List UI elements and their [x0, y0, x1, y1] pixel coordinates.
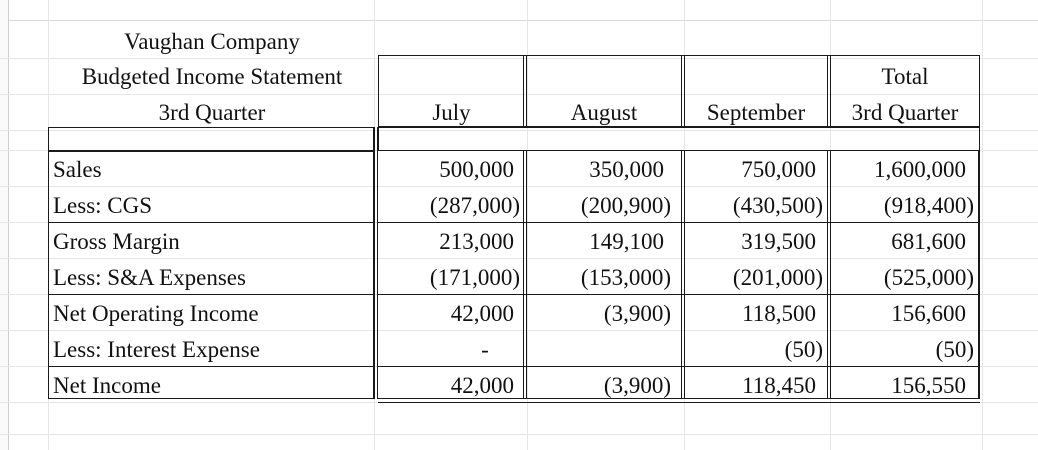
column-divider — [374, 127, 378, 399]
subtotal-rule — [378, 294, 980, 295]
cell-cgs-august: (200,900) — [580, 193, 671, 218]
spacer-cell — [48, 127, 374, 151]
cell-sa-july: (171,000) — [429, 265, 520, 290]
cell-sa-total: (525,000) — [883, 265, 974, 290]
row-header-strip — [0, 0, 9, 450]
column-header-total: 3rd Quarter — [851, 100, 959, 125]
cell-interest-july: - — [481, 337, 489, 362]
cell-noi-july: 42,000 — [450, 301, 514, 326]
column-header-august: August — [570, 100, 638, 125]
cell-noi-august: (3,900) — [603, 301, 671, 326]
column-header-september: September — [706, 100, 806, 125]
row-label-sales: Sales — [53, 157, 102, 182]
cell-sa-september: (201,000) — [732, 265, 823, 290]
cell-noi-september: 118,500 — [742, 301, 816, 326]
gridline — [0, 434, 1038, 435]
cell-gross-margin-july: 213,000 — [439, 229, 514, 254]
cell-cgs-total: (918,400) — [883, 193, 974, 218]
spacer-cell — [378, 127, 980, 151]
company-name: Vaughan Company — [124, 29, 300, 54]
subtotal-rule — [378, 366, 980, 367]
cell-noi-total: 156,600 — [891, 301, 966, 326]
cell-sa-august: (153,000) — [580, 265, 671, 290]
row-label-sa-expenses: Less: S&A Expenses — [53, 265, 246, 290]
cell-net-income-september: 118,450 — [742, 373, 816, 398]
cell-net-income-total: 156,550 — [891, 373, 966, 398]
cell-cgs-july: (287,000) — [429, 193, 520, 218]
sheet-top-strip — [0, 0, 1038, 21]
cell-sales-july: 500,000 — [439, 157, 514, 182]
row-label-net-operating-income: Net Operating Income — [53, 301, 259, 326]
row-label-cgs: Less: CGS — [53, 193, 153, 218]
cell-sales-september: 750,000 — [741, 157, 816, 182]
cell-interest-total: (50) — [935, 337, 974, 362]
row-label-net-income: Net Income — [53, 373, 161, 398]
statement-title: Budgeted Income Statement — [81, 64, 343, 89]
column-header-july: July — [432, 100, 471, 125]
subtotal-rule — [378, 222, 980, 223]
cell-net-income-july: 42,000 — [450, 373, 514, 398]
cell-gross-margin-august: 149,100 — [589, 229, 664, 254]
row-divider — [48, 366, 374, 367]
row-divider — [48, 222, 374, 223]
gridline — [982, 0, 983, 450]
row-label-gross-margin: Gross Margin — [53, 229, 180, 254]
row-label-interest-expense: Less: Interest Expense — [53, 337, 260, 362]
cell-sales-august: 350,000 — [589, 157, 664, 182]
column-divider — [978, 151, 980, 399]
cell-gross-margin-total: 681,600 — [891, 229, 966, 254]
cell-cgs-september: (430,500) — [732, 193, 823, 218]
cell-gross-margin-september: 319,500 — [741, 229, 816, 254]
period-title: 3rd Quarter — [158, 100, 266, 125]
cell-interest-september: (50) — [784, 337, 823, 362]
column-header-total-top: Total — [881, 64, 929, 89]
cell-sales-total: 1,600,000 — [874, 157, 966, 182]
cell-net-income-august: (3,900) — [603, 373, 671, 398]
row-divider — [48, 294, 374, 295]
